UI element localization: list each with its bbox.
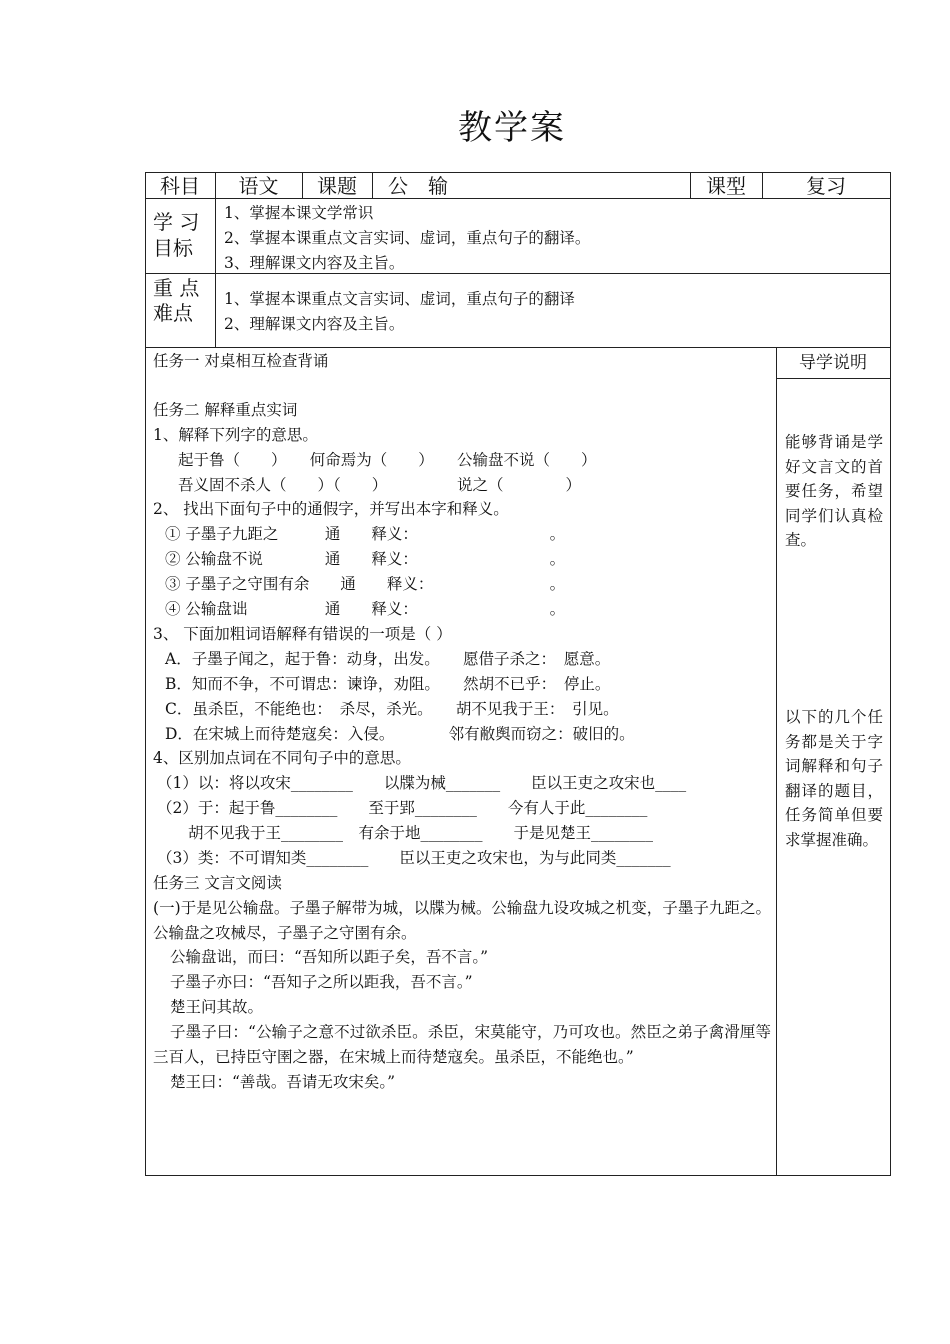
- guide-note: 能够背诵是学好文言文的首要任务，希望同学们认真检查。: [785, 433, 883, 550]
- task-1-heading: 任务一 对桌相互检查背诵: [153, 352, 329, 370]
- question-4: 4、区别加点词在不同句子中的意思。: [153, 749, 411, 767]
- question-3-option: D．在宋城上而待楚寇矣：入侵。 邻有敝舆而窃之：破旧的。: [165, 725, 635, 743]
- question-4-line: （3）类：不可谓知类________ 臣以王吏之攻宋也，为与此同类_______: [157, 849, 671, 867]
- question-4-line: （1）以：将以攻宋________ 以牒为械_______ 臣以王吏之攻宋也____: [157, 774, 687, 792]
- question-1: 1、解释下列字的意思。: [153, 426, 318, 444]
- question-2-item: ③ 子墨子之守围有余 通 释义： 。: [165, 575, 566, 593]
- objective-item: 1、掌握本课文学常识: [224, 204, 374, 222]
- guide-header: 导学说明: [799, 353, 867, 373]
- question-3-option: C．虽杀臣，不能绝也： 杀尽，杀光。 胡不见我于王： 引见。: [165, 700, 619, 718]
- question-2-item: ④ 公输盘诎 通 释义： 。: [165, 600, 566, 618]
- question-1-line: 吾义固不杀人（ ）（ ） 说之（ ）: [178, 476, 582, 494]
- passage-long: 子墨子曰：“公输子之意不过欲杀臣。杀臣，宋莫能守，乃可攻也。然臣之弟子禽滑厘等三百人，已持臣守圉之器，在宋城上而待楚寇矣。虽杀臣，不能绝也。”: [153, 1023, 771, 1066]
- passage-end: 楚王曰：“善哉。吾请无攻宋矣。”: [170, 1073, 396, 1091]
- question-2-item: ① 子墨子九距之 通 释义： 。: [165, 525, 566, 543]
- question-1-line: 起于鲁（ ） 何命焉为（ ） 公输盘不说（ ）: [178, 451, 597, 469]
- keypoints-label-2: 难点: [153, 301, 193, 325]
- keypoint-item: 1、掌握本课重点文言实词、虚词，重点句子的翻译: [224, 290, 575, 308]
- question-3-option: A．子墨子闻之，起于鲁：动身，出发。 愿借子杀之： 愿意。: [165, 650, 611, 668]
- passage-line: 子墨子亦曰：“吾知子之所以距我，吾不言。”: [170, 973, 473, 991]
- objectives-label-1: 学 习: [153, 210, 200, 234]
- objectives-label-2: 目标: [153, 236, 193, 260]
- passage-line: 楚王问其故。: [170, 998, 264, 1016]
- type-value: 复习: [806, 174, 846, 198]
- question-2-item: ② 公输盘不说 通 释义： 。: [165, 550, 566, 568]
- guide-note: 以下的几个任务都是关于字词解释和句子翻译的题目，任务简单但要求掌握准确。: [785, 708, 883, 849]
- task-3-heading: 任务三 文言文阅读: [153, 874, 282, 892]
- objective-item: 2、掌握本课重点文言实词、虚词，重点句子的翻译。: [224, 229, 591, 247]
- passage-intro: (一)于是见公输盘。子墨子解带为城，以牒为械。公输盘九设攻城之机变，子墨子九距之。公输盘之攻械尽，子墨子之守圉有余。: [153, 899, 771, 942]
- question-3-option: B．知而不争，不可谓忠：谏诤，劝阻。 然胡不已乎： 停止。: [165, 675, 611, 693]
- type-label: 课型: [706, 174, 746, 198]
- task-2-heading: 任务二 解释重点实词: [153, 401, 298, 419]
- subject-label: 科目: [160, 174, 200, 198]
- subject-value: 语文: [238, 174, 279, 198]
- question-4-line: 胡不见我于王________ 有余于地________ 于是见楚王________: [188, 824, 654, 842]
- objective-item: 3、理解课文内容及主旨。: [224, 254, 405, 272]
- question-4-line: （2）于：起于鲁________ 至于郢________ 今有人于此________: [157, 799, 648, 817]
- keypoints-label-1: 重 点: [153, 276, 200, 300]
- question-3: 3、 下面加粗词语解释有错误的一项是（ ）: [153, 625, 452, 643]
- topic-label: 课题: [317, 174, 357, 198]
- question-2: 2、 找出下面句子中的通假字，并写出本字和释义。: [153, 500, 509, 518]
- topic-value: 公 输: [388, 174, 448, 198]
- passage-line: 公输盘诎，而曰：“吾知所以距子矣，吾不言。”: [170, 948, 489, 966]
- page-title: 教学案: [458, 108, 566, 148]
- keypoint-item: 2、理解课文内容及主旨。: [224, 315, 405, 333]
